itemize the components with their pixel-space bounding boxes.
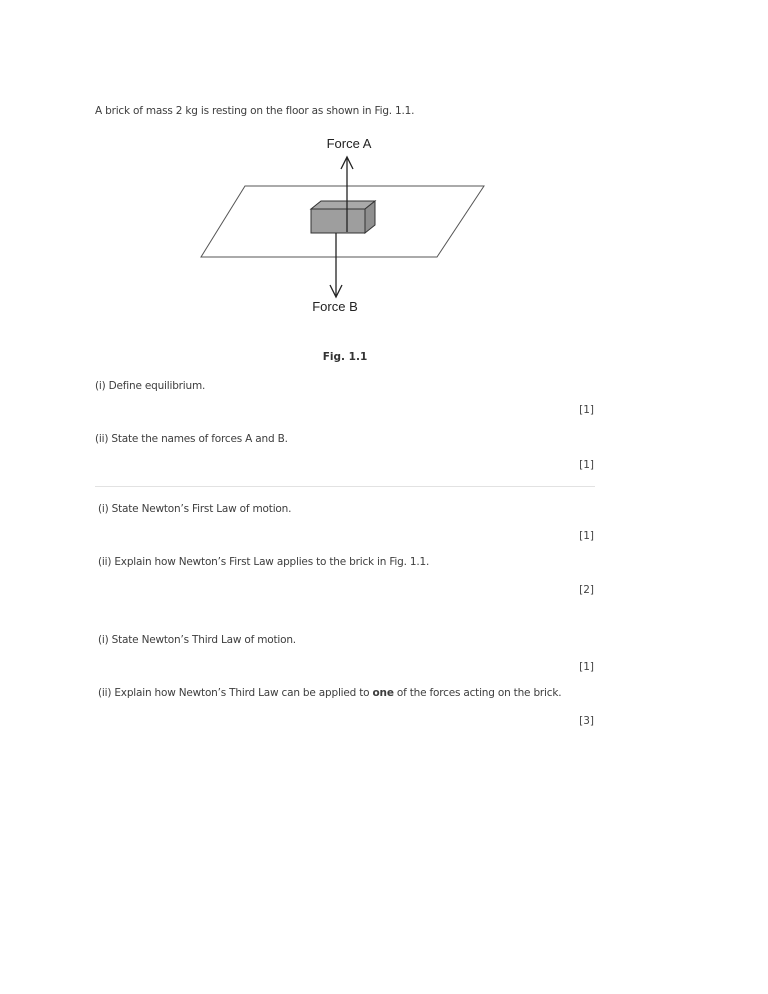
brick-force-diagram xyxy=(0,0,768,340)
brick xyxy=(311,201,375,233)
force-b-arrow xyxy=(330,233,342,297)
s2-q2-marks: [2] xyxy=(579,584,594,596)
intro-text: A brick of mass 2 kg is resting on the floor as shown in Fig. 1.1. xyxy=(95,105,415,117)
s3-q2-text-after: of the forces acting on the brick. xyxy=(393,687,562,699)
s3-q2-text xyxy=(98,687,561,699)
s1-q1-text: (i) Define equilibrium. xyxy=(95,380,206,392)
s2-q1-text: (i) State Newton’s First Law of motion. xyxy=(98,503,292,515)
figure-caption: Fig. 1.1 xyxy=(322,351,368,363)
s1-q1-marks: [1] xyxy=(579,404,594,416)
s2-q2-text: (ii) Explain how Newton’s First Law applies to the brick in Fig. 1.1. xyxy=(98,556,430,568)
s2-q1-marks: [1] xyxy=(579,530,594,542)
s3-q2-text-before: (ii) Explain how Newton’s Third Law can be applied to xyxy=(98,687,373,699)
force-b-label: Force B xyxy=(312,299,358,314)
s3-q2-marks: [3] xyxy=(579,715,594,727)
s1-q2-text: (ii) State the names of forces A and B. xyxy=(95,433,288,445)
s3-q1-text: (i) State Newton’s Third Law of motion. xyxy=(98,634,296,646)
section-divider xyxy=(95,486,595,487)
s1-q2-marks: [1] xyxy=(579,459,594,471)
s3-q1-marks: [1] xyxy=(579,661,594,673)
s3-q2-emphasis: one xyxy=(372,687,394,699)
force-a-label: Force A xyxy=(326,136,372,151)
